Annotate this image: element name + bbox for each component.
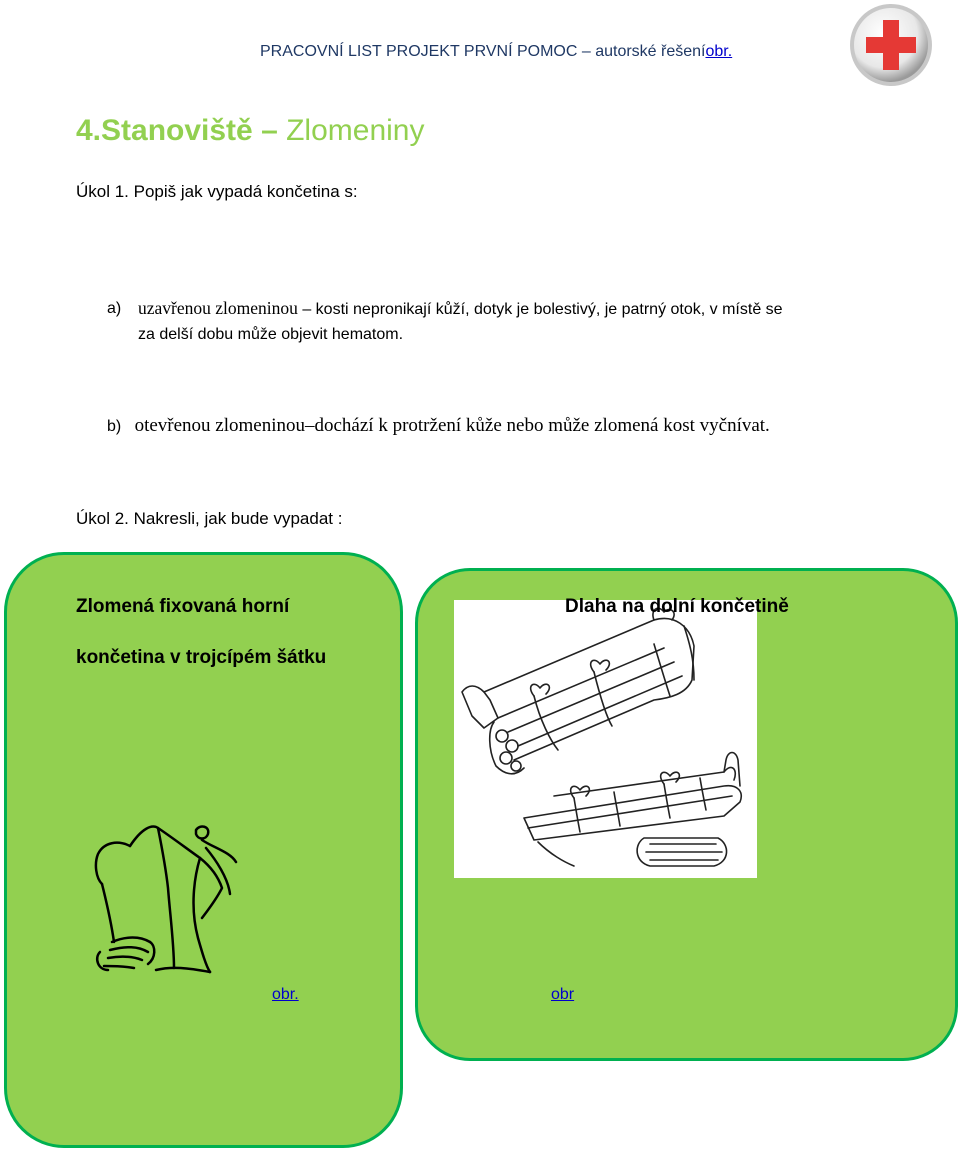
right-box-link[interactable]: obr [551, 986, 575, 1003]
arm-sling-drawing [90, 818, 250, 980]
leg-splint-drawing [454, 600, 757, 878]
task1-item-b [107, 415, 770, 437]
header-title-text: PRACOVNÍ LIST PROJEKT PRVNÍ POMOC – autorské řešení [260, 43, 706, 60]
item-a-text-line2: za delší dobu může objevit hematom. [138, 326, 404, 343]
left-box-line2: končetina v trojcípém šátku [76, 647, 327, 668]
task1-label: Úkol 1. Popiš jak vypadá končetina s: [76, 182, 358, 201]
section-title-bold: 4.Stanoviště – [76, 114, 278, 147]
header-link[interactable]: obr. [705, 43, 733, 60]
left-box-link[interactable]: obr. [272, 986, 299, 1003]
task1-item-a [107, 296, 867, 347]
header-title [260, 43, 732, 61]
section-title-rest: Zlomeniny [286, 114, 425, 147]
red-cross-logo [848, 2, 934, 88]
leg-splint-picture [454, 600, 757, 878]
task2-label: Úkol 2. Nakresli, jak bude vypadat : [76, 509, 343, 528]
left-box-line1: Zlomená fixovaná horní [76, 596, 290, 617]
right-box-title: Dlaha na dolní končetině [565, 596, 789, 617]
item-a-text-line1: – kosti nepronikají kůží, dotyk je bolestivý, je patrný otok, v místě se [297, 301, 783, 318]
item-a-term: uzavřenou zlomeninou [138, 298, 298, 318]
item-b-text: otevřenou zlomeninou–dochází k protržení kůže nebo může zlomená kost vyčnívat. [134, 415, 770, 436]
section-title [76, 114, 425, 148]
item-b-marker: b) [107, 418, 122, 435]
item-a-marker: a) [107, 300, 122, 317]
